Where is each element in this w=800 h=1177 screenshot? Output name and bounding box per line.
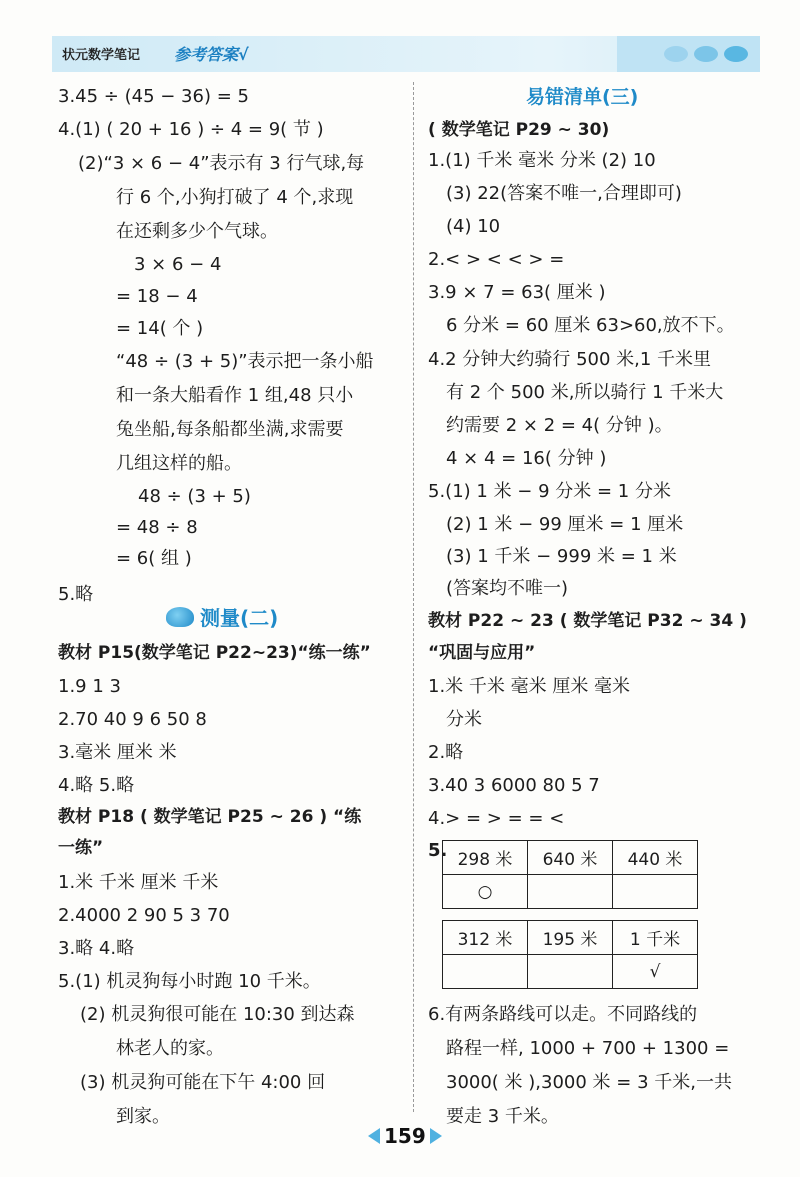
answer-line: 行 6 个,小狗打破了 4 个,求现 (116, 187, 354, 208)
textbook-ref: 教材 P15(数学笔记 P22~23)“练一练” (58, 643, 371, 663)
answer-line: (3) 1 千米 − 999 米 = 1 米 (446, 546, 677, 567)
table-cell: 312 米 (443, 921, 528, 955)
table-cell: 195 米 (528, 921, 613, 955)
answer-line: 要走 3 千米。 (446, 1106, 559, 1127)
arrow-left-icon (368, 1128, 380, 1144)
textbook-ref: 教材 P18 ( 数学笔记 P25 ~ 26 ) “练 (58, 807, 362, 827)
answer-line: 4.> = > = = < (428, 808, 565, 829)
check-mark: √ (613, 955, 698, 989)
answer-line: = 18 − 4 (116, 286, 198, 307)
mistake-list-title: 易错清单(三) (526, 86, 639, 108)
answer-line: 5.(1) 机灵狗每小时跑 10 千米。 (58, 971, 321, 992)
page-number (368, 1124, 442, 1148)
answer-line: (3) 机灵狗可能在下午 4:00 回 (80, 1072, 326, 1093)
dot-icon (724, 46, 748, 62)
answer-line: 3.略 4.略 (58, 938, 135, 959)
answer-line: 3.毫米 厘米 米 (58, 742, 177, 763)
textbook-ref: ( 数学笔记 P29 ~ 30) (428, 120, 610, 140)
header-dots (664, 46, 748, 62)
page-number-text: 159 (384, 1124, 426, 1148)
answer-line: 有 2 个 500 米,所以骑行 1 千米大 (446, 382, 724, 403)
answer-table-2 (442, 920, 698, 989)
answers-text: 参考答案 (174, 45, 239, 64)
arrow-right-icon (430, 1128, 442, 1144)
dot-icon (694, 46, 718, 62)
brand-title: 状元数学笔记 (62, 48, 141, 63)
answer-line: (2) 机灵狗很可能在 10:30 到达森 (80, 1004, 355, 1025)
answer-line: = 6( 组 ) (116, 548, 192, 569)
book-icon (166, 607, 194, 627)
answer-line: “48 ÷ (3 + 5)”表示把一条小船 (116, 351, 374, 372)
answer-line: 2.4000 2 90 5 3 70 (58, 905, 230, 926)
answer-line: 2.< > < < > = (428, 249, 565, 270)
answer-line: 3.9 × 7 = 63( 厘米 ) (428, 282, 606, 303)
table-cell (613, 875, 698, 909)
answer-line: (3) 22(答案不唯一,合理即可) (446, 183, 682, 204)
check-icon: √ (238, 45, 249, 64)
answer-line: 4.2 分钟大约骑行 500 米,1 千米里 (428, 349, 712, 370)
answer-line: 3 × 6 − 4 (134, 254, 222, 275)
section-title (166, 602, 278, 631)
answer-line: 1.(1) 千米 毫米 分米 (2) 10 (428, 150, 656, 171)
textbook-ref: “巩固与应用” (428, 643, 536, 663)
answer-line: 48 ÷ (3 + 5) (138, 486, 251, 507)
answer-line: 4.(1) ( 20 + 16 ) ÷ 4 = 9( 节 ) (58, 119, 324, 140)
answer-line: (4) 10 (446, 216, 501, 237)
answer-line: 6.有两条路线可以走。不同路线的 (428, 1004, 698, 1025)
answer-line: 路程一样, 1000 + 700 + 1300 = (446, 1038, 730, 1059)
textbook-ref: 教材 P22 ~ 23 ( 数学笔记 P32 ~ 34 ) (428, 611, 747, 631)
page-header (52, 36, 760, 72)
dot-icon (664, 46, 688, 62)
table-cell: 1 千米 (613, 921, 698, 955)
answer-line: 1.米 千米 厘米 千米 (58, 872, 219, 893)
column-divider (413, 82, 414, 1112)
answer-line: 3000( 米 ),3000 米 = 3 千米,一共 (446, 1072, 732, 1093)
circle-mark: ○ (443, 875, 528, 909)
answer-line: (2)“3 × 6 − 4”表示有 3 行气球,每 (78, 153, 365, 174)
table-cell (528, 955, 613, 989)
answer-line: 1.米 千米 毫米 厘米 毫米 (428, 676, 631, 697)
answers-label (174, 42, 249, 65)
answer-line: 6 分米 = 60 厘米 63>60,放不下。 (446, 315, 735, 336)
textbook-ref: 一练” (58, 838, 104, 858)
answer-line: 约需要 2 × 2 = 4( 分钟 )。 (446, 415, 673, 436)
section-title-text: 测量(二) (200, 606, 279, 630)
answer-line: 2.70 40 9 6 50 8 (58, 709, 207, 730)
answer-line: 2.略 (428, 742, 464, 763)
answer-line: 4 × 4 = 16( 分钟 ) (446, 448, 607, 469)
answer-line: 4.略 5.略 (58, 775, 135, 796)
table-cell (528, 875, 613, 909)
table-cell: 298 米 (443, 841, 528, 875)
answer-line: = 48 ÷ 8 (116, 517, 198, 538)
answer-line: 5.(1) 1 米 − 9 分米 = 1 分米 (428, 481, 671, 502)
answer-line: 分米 (446, 709, 482, 730)
table-cell: 640 米 (528, 841, 613, 875)
answer-line: 1.9 1 3 (58, 676, 121, 697)
table-cell (443, 955, 528, 989)
answer-line: 兔坐船,每条船都坐满,求需要 (116, 419, 344, 440)
answer-line: 在还剩多少个气球。 (116, 221, 278, 242)
answer-line: = 14( 个 ) (116, 318, 204, 339)
answer-line: 几组这样的船。 (116, 453, 242, 474)
answer-table-1 (442, 840, 698, 909)
answer-line: 林老人的家。 (116, 1038, 224, 1059)
table-cell: 440 米 (613, 841, 698, 875)
answer-line: 3.40 3 6000 80 5 7 (428, 775, 600, 796)
answer-line: (2) 1 米 − 99 厘米 = 1 厘米 (446, 514, 684, 535)
answer-line: 和一条大船看作 1 组,48 只小 (116, 385, 354, 406)
answer-line: 3.45 ÷ (45 − 36) = 5 (58, 86, 249, 107)
answer-line: 5. (428, 840, 448, 861)
answer-line: 5.略 (58, 584, 94, 605)
answer-line: (答案均不唯一) (446, 578, 569, 599)
answer-line: 到家。 (116, 1106, 170, 1127)
